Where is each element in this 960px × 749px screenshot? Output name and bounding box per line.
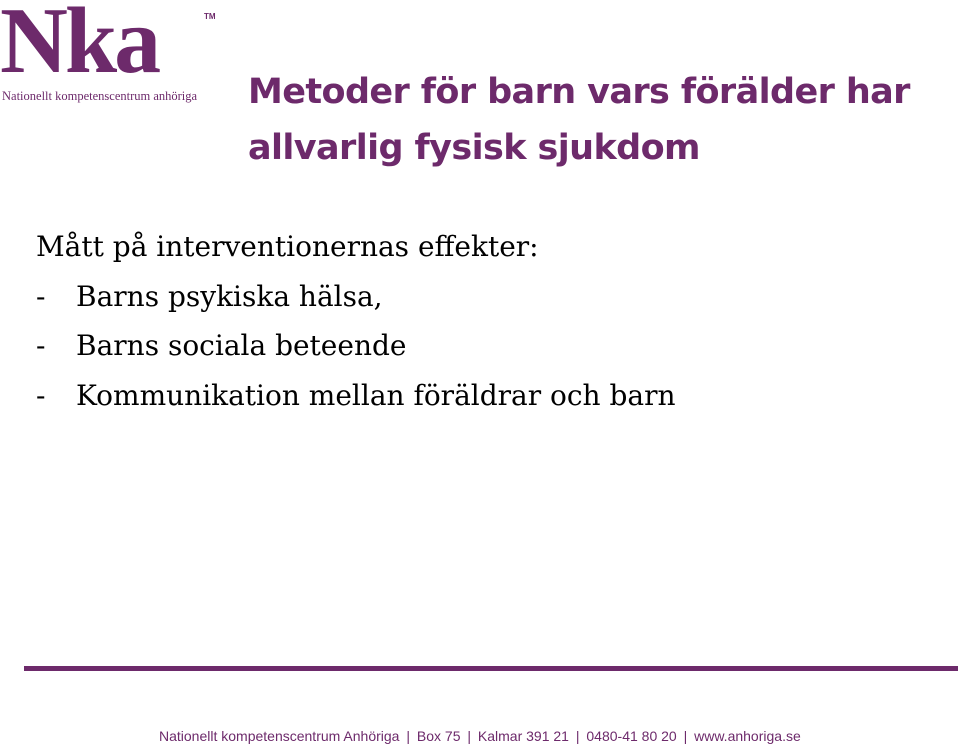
footer-separator: | [575, 728, 580, 744]
nka-logo [0, 0, 222, 108]
footer-phone: 0480-41 80 20 [586, 728, 677, 744]
slide-content [36, 222, 936, 420]
footer-divider [24, 666, 958, 671]
bullet-text: Barns sociala beteende [76, 329, 407, 362]
logo-trademark: TM [204, 12, 216, 21]
footer-city: Kalmar 391 21 [477, 728, 569, 744]
bullet-text: Barns psykiska hälsa, [76, 279, 383, 313]
footer-box: Box 75 [416, 728, 461, 744]
bullet-dash: - [36, 378, 46, 412]
bullet-dash: - [36, 279, 46, 313]
logo-subtitle: Nationellt kompetenscentrum anhöriga [2, 89, 198, 103]
footer-separator: | [467, 728, 472, 744]
list-item [36, 321, 936, 371]
slide-title: Metoder för barn vars förälder har allvarlig fysisk sjukdom [248, 72, 910, 168]
bullet-text: Kommunikation mellan föräldrar och barn [76, 378, 676, 412]
logo-mark: Nka [0, 0, 159, 93]
footer-contact [159, 728, 801, 744]
list-item [36, 272, 936, 322]
footer-website: www.anhoriga.se [694, 728, 801, 744]
footer-organization: Nationellt kompetenscentrum Anhöriga [159, 728, 400, 744]
intro-text: Mått på interventionernas effekter: [36, 230, 539, 263]
bullet-dash: - [36, 329, 46, 362]
list-item [36, 371, 936, 421]
footer-separator: | [406, 728, 410, 744]
footer-separator: | [683, 728, 688, 744]
